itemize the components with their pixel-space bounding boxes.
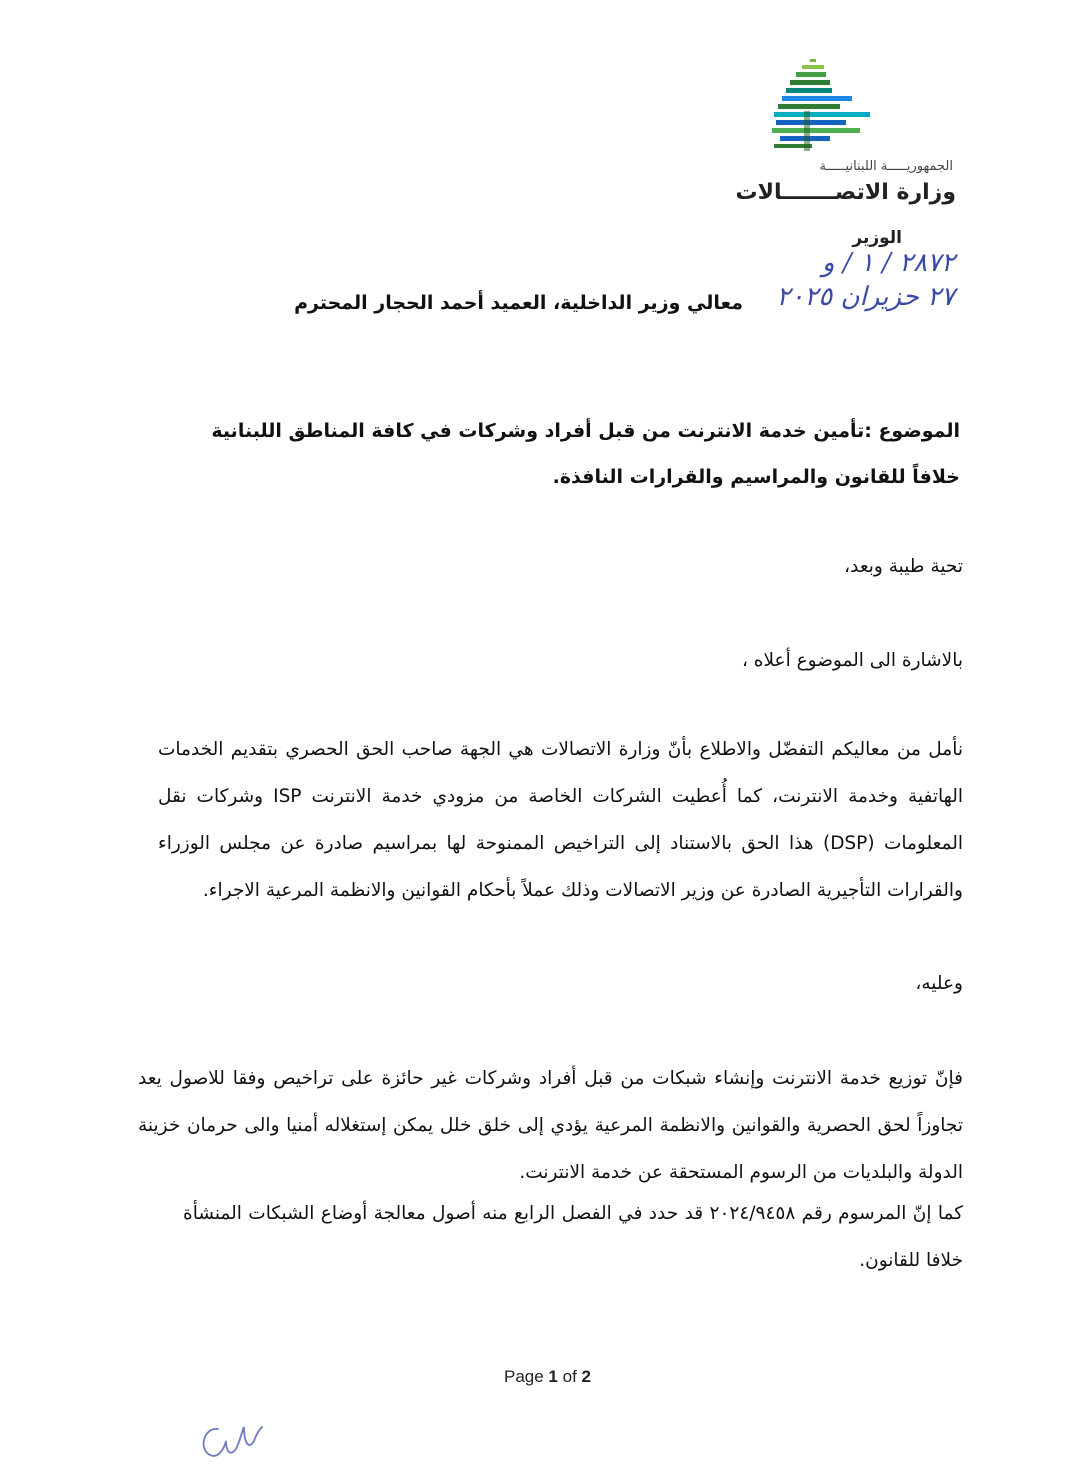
page-word: Page [503, 1367, 544, 1386]
reference-number: ٢٨٧٢ / ١ / و [822, 248, 955, 278]
reference-date: ٢٧ حزيران ٢٠٢٥ [776, 282, 955, 312]
republic-label: الجمهوريـــــة اللبنانيـــــة [819, 159, 953, 174]
page-number [0, 1367, 1088, 1387]
page-current: 1 [548, 1367, 558, 1386]
subject-line: الموضوع :تأمين خدمة الانترنت من قبل أفراد وشركات في كافة المناطق اللبنانية خلافاً للقانون والمراسيم والقرارات النافذة. [211, 420, 960, 488]
page-total: 2 [581, 1367, 592, 1386]
body-paragraph-3: كما إنّ المرسوم رقم ٢٠٢٤/٩٤٥٨ قد حدد في الفصل الرابع منه أصول معالجة أوضاع الشبكات المنشأة خلافا للقانون. [183, 1203, 964, 1271]
greeting: تحية طيبة وبعد، [844, 556, 963, 577]
reference-line: بالاشارة الى الموضوع أعلاه ، [741, 650, 963, 671]
ministry-name: وزارة الاتصـــــــالات [735, 180, 956, 205]
handwritten-initials [196, 1415, 266, 1463]
page-of: of [562, 1367, 577, 1386]
body-paragraph-2: فإنّ توزيع خدمة الانترنت وإنشاء شبكات من قبل أفراد وشركات غير حائزة على تراخيص وفقا للاصول يعد تجاوزاً لحق الحصرية والقوانين والانظمة المرعية يؤدي إلى خلق خلل يمكن إستغلاله أمنيا والى حرمان خزينة الدولة والبلديات من الرسوم المستحقة عن خدمة الانترنت. [138, 1068, 963, 1183]
body-paragraph-1: نأمل من معاليكم التفضّل والاطلاع بأنّ وزارة الاتصالات هي الجهة صاحب الحق الحصري بتقديم الخدمات الهاتفية وخدمة الانترنت، كما أُعطيت الشركات الخاصة من مزودي خدمة الانترنت ISP وشركات نقل المعلومات (DSP) هذا الحق بالاستناد إلى التراخيص الممنوحة لها بمراسيم صادرة عن مجلس الوزراء والقرارات التأجيرية الصادرة عن وزير الاتصالات وذلك عملاً بأحكام القوانين والانظمة المرعية الاجراء. [158, 739, 963, 901]
ministry-logo [770, 55, 890, 165]
recipient-line: معالي وزير الداخلية، العميد أحمد الحجار المحترم [294, 292, 743, 314]
minister-label: الوزير [852, 228, 902, 248]
transition-word: وعليه، [915, 973, 963, 994]
